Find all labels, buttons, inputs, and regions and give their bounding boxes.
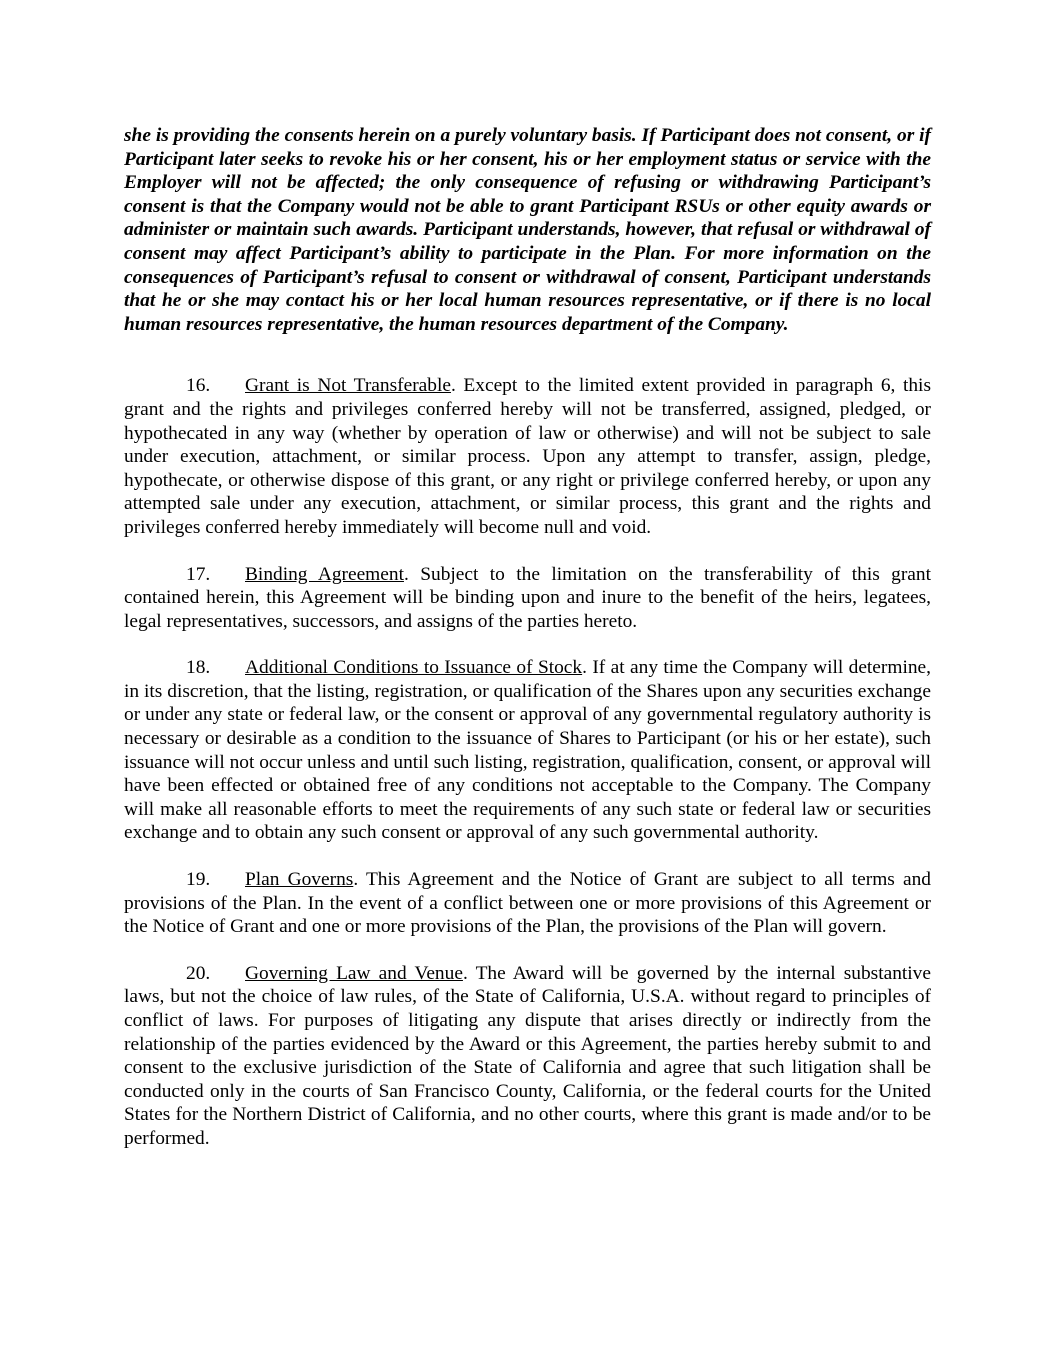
section-16-grant-not-transferable [124,374,931,539]
section-number: 16. [186,375,211,397]
section-heading: Governing Law and Venue [245,962,463,984]
section-text: . The Award will be governed by the internal substantive laws, but not the choice of law rules, of the State of California, U.S.A. without regard to principles of conflict of laws. For purposes of litigating any dispute that arises directly or indirectly from the relationship of the parties evidenced by the Award or this Agreement, the parties hereby submit to and consent to the exclusive jurisdiction of the State of California and agree that such litigation shall be conducted only in the courts of San Francisco County, California, or the federal courts for the United States for the Northern District of California, and no other courts, where this grant is made and/or to be performed. [124,962,931,1149]
section-text: . If at any time the Company will determine, in its discretion, that the listing, registration, or qualification of the Shares upon any securities exchange or under any state or federal law, or the consent or approval of any governmental regulatory authority is necessary or desirable as a condition to the issuance of Shares to Participant (or his or her estate), such issuance will not occur unless and until such listing, registration, qualification, consent, or approval will have been effected or obtained free of any conditions not acceptable to the Company. The Company will make all reasonable efforts to meet the requirements of any such state or federal law or securities exchange and to obtain any such consent or approval of any such governmental authority. [124,657,931,844]
section-number: 20. [186,962,211,984]
section-number: 19. [186,869,211,891]
section-text: . Except to the limited extent provided in paragraph 6, this grant and the rights and privileges conferred hereby will not be transferred, assigned, pledged, or hypothecated in any way (whether by operation of law or otherwise) and will not be subject to sale under execution, attachment, or similar process. Upon any attempt to transfer, assign, pledge, hypothecate, or otherwise dispose of this grant, or any right or privilege conferred hereby, or upon any attempted sale under any execution, attachment, or similar process, this grant and the rights and privileges conferred hereby immediately will become null and void. [124,375,931,538]
section-heading: Binding Agreement [245,563,404,585]
section-number: 18. [186,657,211,679]
document-body [124,124,931,1151]
section-18-additional-conditions [124,656,931,845]
section-heading: Plan Governs [245,869,354,891]
section-text: . This Agreement and the Notice of Grant are subject to all terms and provisions of the Plan. In the event of a conflict between one or more provisions of this Agreement or the Notice of Grant and one or more provisions of the Plan, the provisions of the Plan will govern. [124,869,931,938]
section-20-governing-law [124,962,931,1151]
section-17-binding-agreement [124,563,931,634]
consent-paragraph: she is providing the consents herein on a purely voluntary basis. If Participant does not consent, or if Participant later seeks to revoke his or her consent, his or her employment status or service with the Employer will not be affected; the only consequence of refusing or withdrawing Participant’s consent is that the Company would not be able to grant Participant RSUs or other equity awards or administer or maintain such awards. Participant understands, however, that refusal or withdrawal of consent may affect Participant’s ability to participate in the Plan. For more information on the consequences of Participant’s refusal to consent or withdrawal of consent, Participant understands that he or she may contact his or her local human resources representative, or if there is no local human resources representative, the human resources department of the Company. [124,125,931,335]
section-19-plan-governs [124,868,931,939]
section-heading: Grant is Not Transferable [245,375,451,397]
section-number: 17. [186,563,211,585]
section-heading: Additional Conditions to Issuance of Stock [245,657,583,679]
section-text: . Subject to the limitation on the transferability of this grant contained herein, this Agreement will be binding upon and inure to the benefit of the heirs, legatees, legal representatives, successors, and assigns of the parties hereto. [124,563,931,632]
